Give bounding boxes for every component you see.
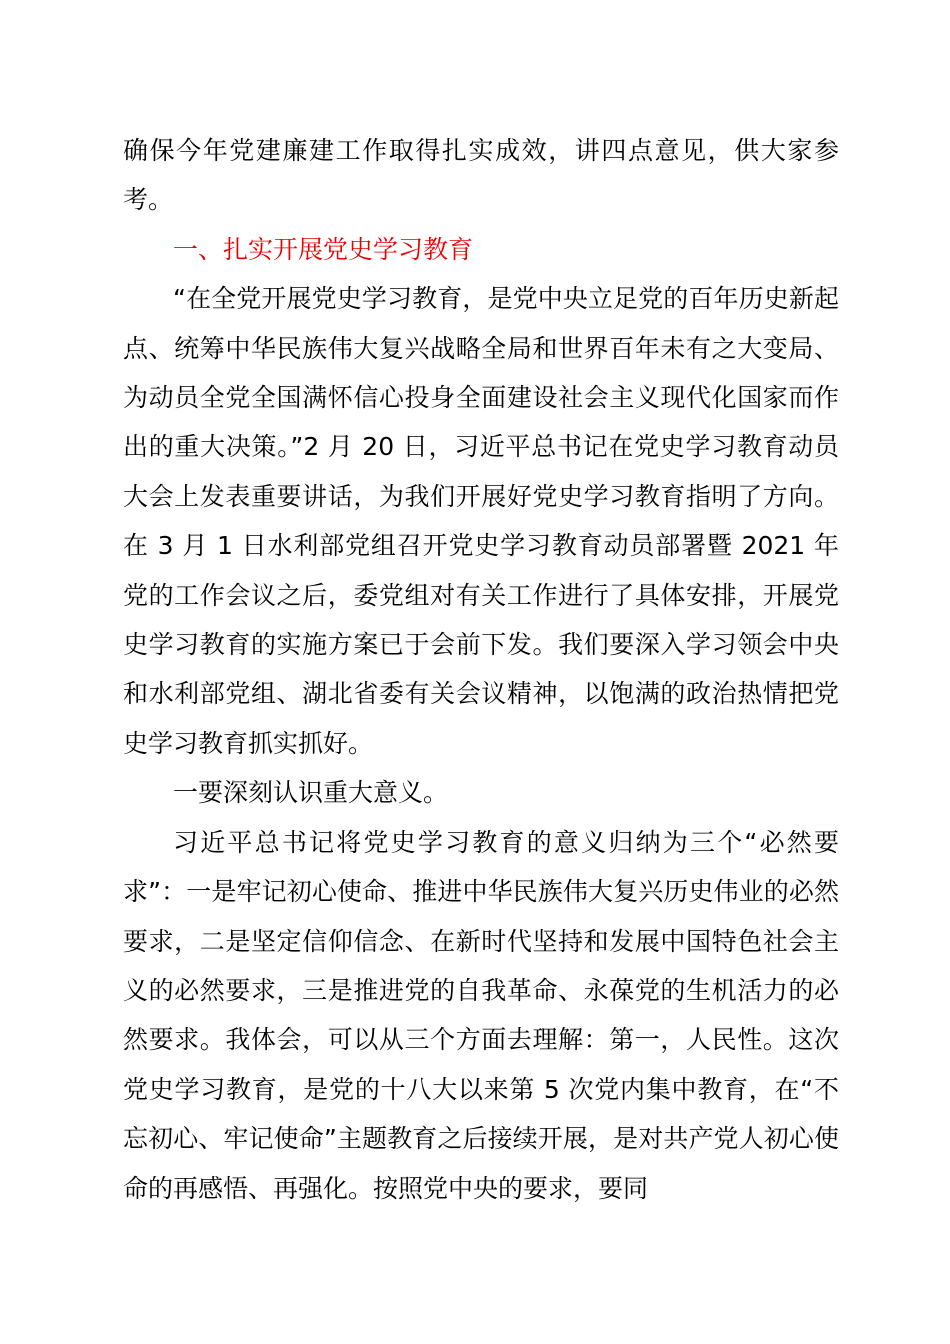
section-heading: 一、扎实开展党史学习教育 <box>173 234 474 264</box>
body-paragraph: 习近平总书记将党史学习教育的意义归纳为三个“必然要求”：一是牢记初心使命、推进中华民族伟大复兴历史伟业的必然要求，二是坚定信仰信念、在新时代坚持和发展中国特色社会主义的必然要求，三是推进党的自我革命、永葆党的生机活力的必然要求。我体会，可以从三个方面去理解：第一，人民性。这次党史学习教育，是党的十八大以来第 5 次党内集中教育，在“不忘初心、牢记使命”主题教育之后接续开展，是对共产党人初心使命的再感悟、再强化。按照党中央的要求，要同 <box>123 827 839 1203</box>
body-paragraph: “在全党开展党史学习教育，是党中央立足党的百年历史新起点、统筹中华民族伟大复兴战略全局和世界百年未有之大变局、为动员全党全国满怀信心投身全面建设社会主义现代化国家而作出的重大决策。”2 月 20 日，习近平总书记在党史学习教育动员大会上发表重要讲话，为我们开展好党史学习教育指明了方向。在 3 月 1 日水利部党组召开党史学习教育动员部署暨 2021 年党的工作会议之后，委党组对有关工作进行了具体安排，开展党史学习教育的实施方案已于会前下发。我们要深入学习领会中央和水利部党组、湖北省委有关会议精神，以饱满的政治热情把党史学习教育抓实抓好。 <box>123 284 839 758</box>
subheading-paragraph: 一要深刻认识重大意义。 <box>173 778 449 808</box>
document-body <box>123 126 839 1213</box>
body-paragraph-continued: 确保今年党建廉建工作取得扎实成效，讲四点意见，供大家参考。 <box>123 136 839 215</box>
